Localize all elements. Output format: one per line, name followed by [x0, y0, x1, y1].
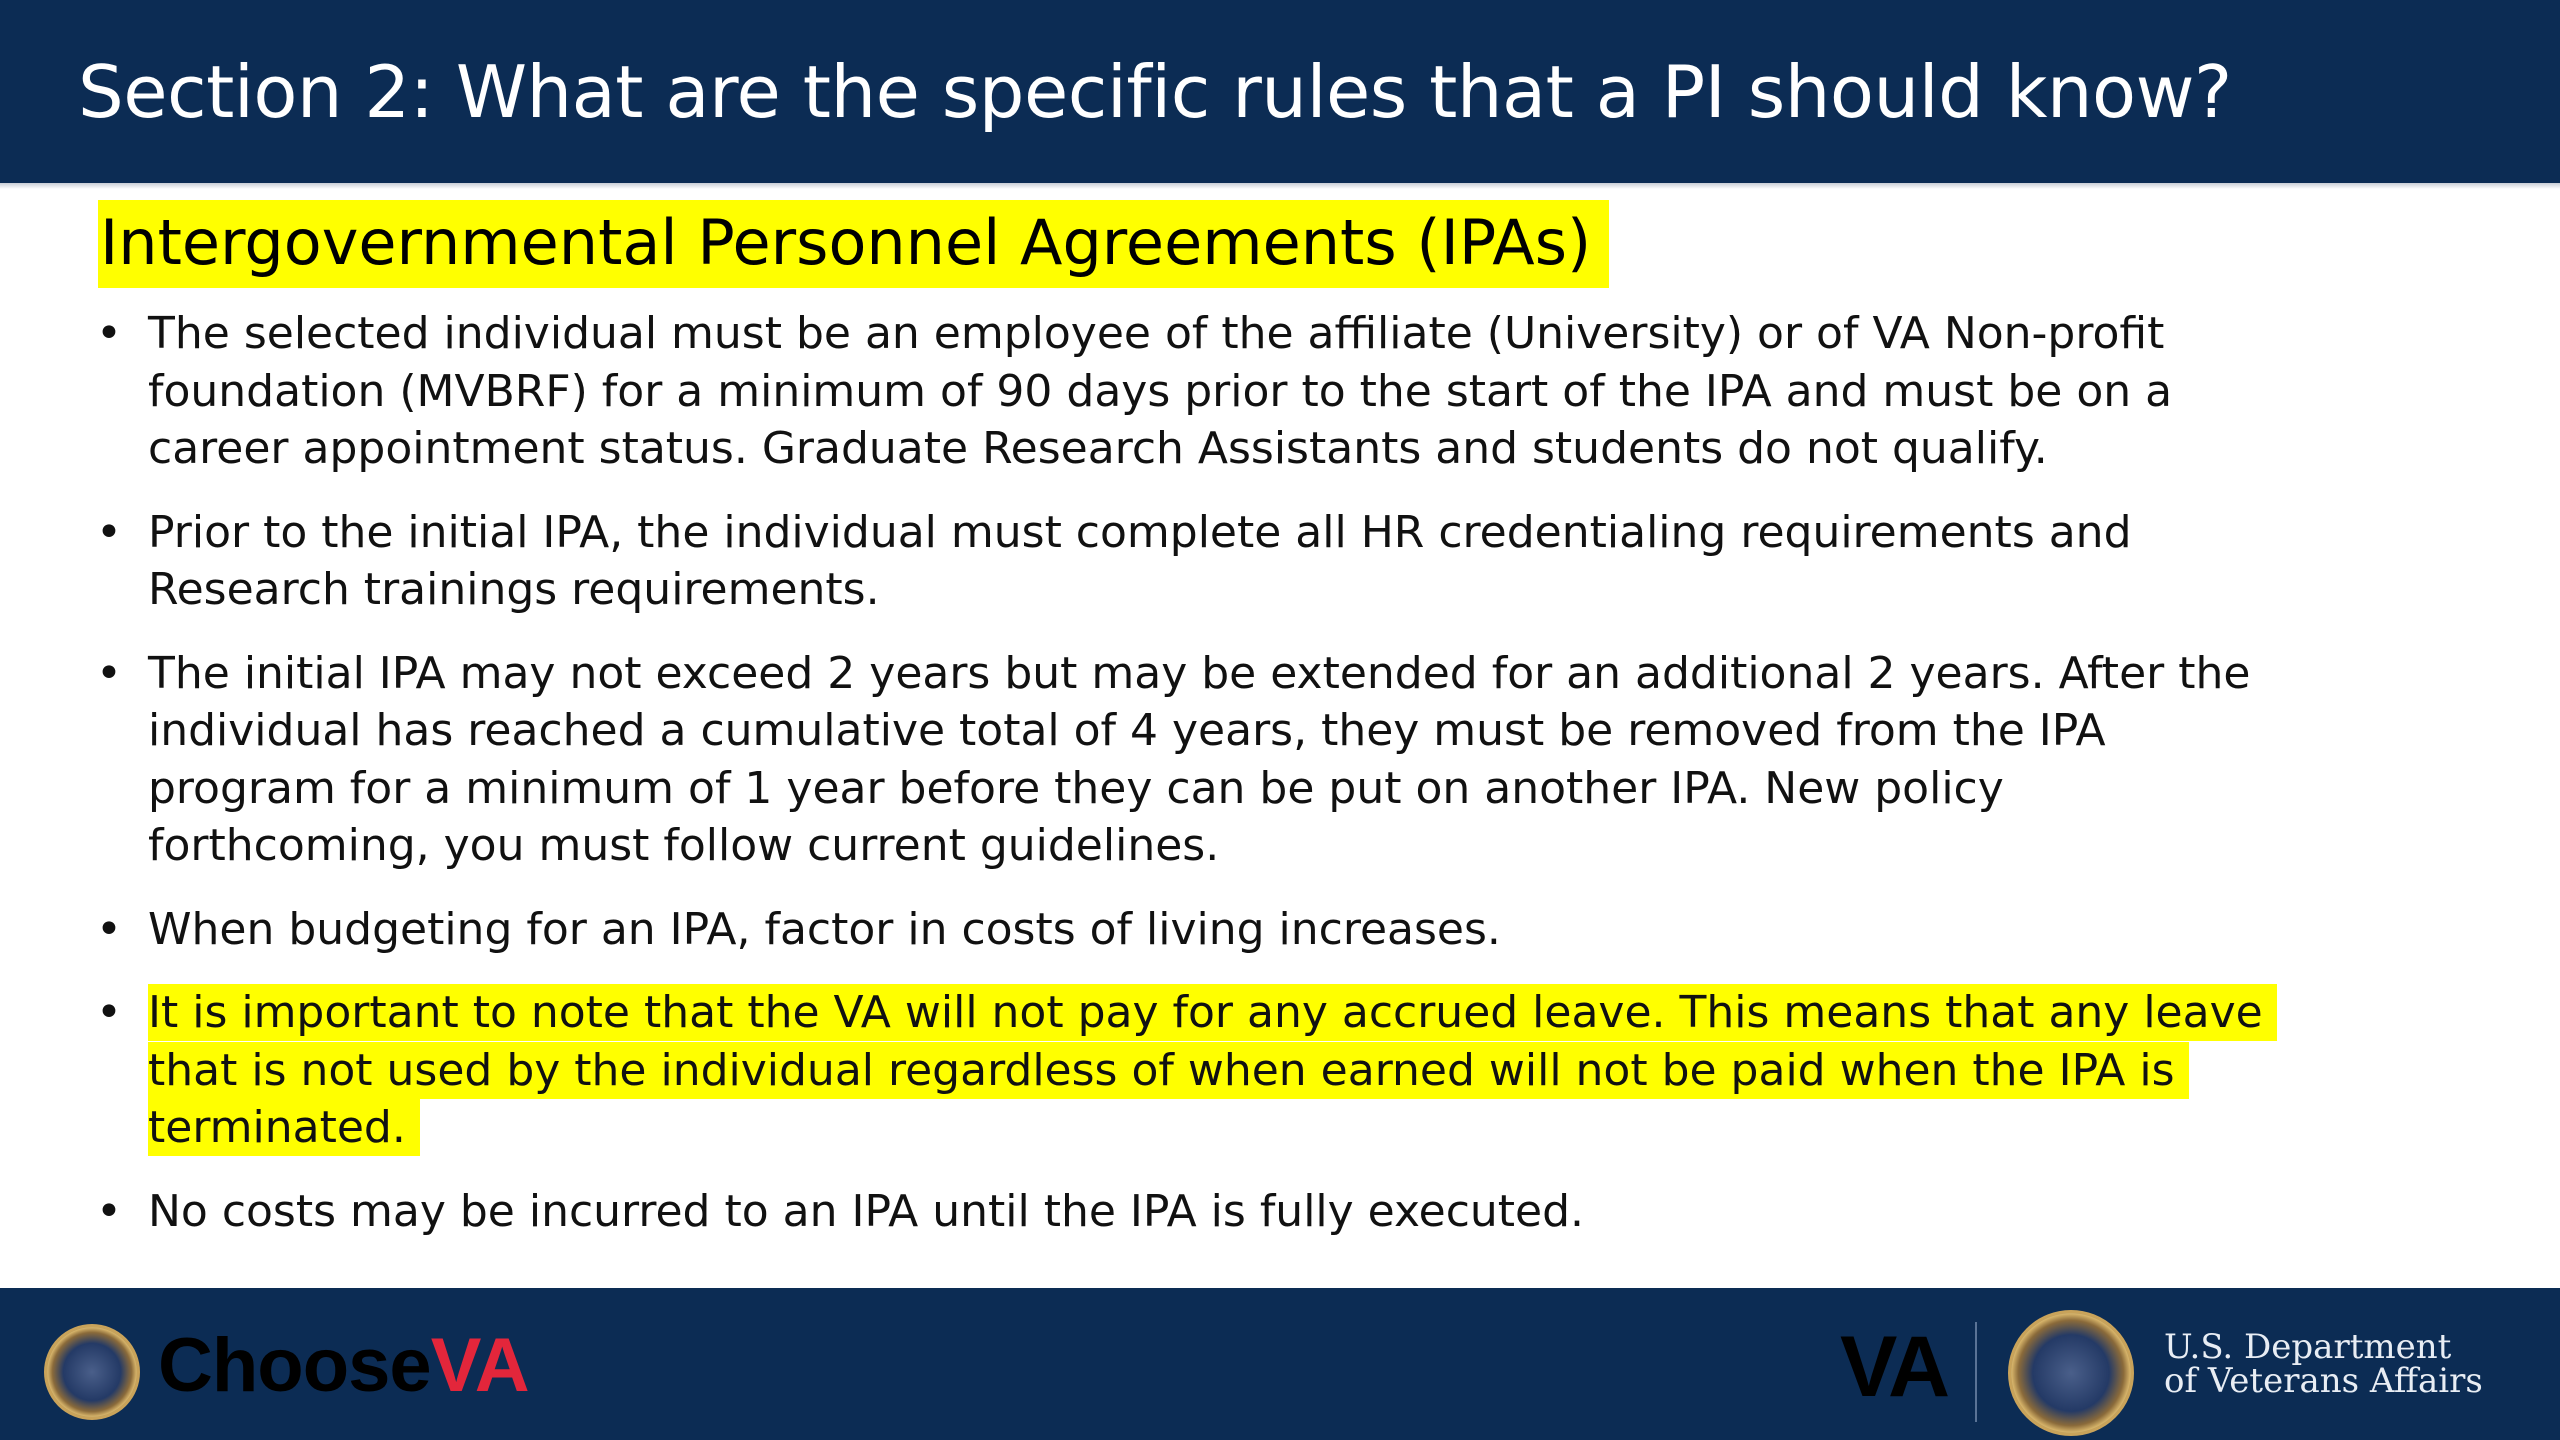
va-seal-icon	[44, 1324, 140, 1420]
slide-header	[0, 0, 2560, 183]
bullet-item-5-highlighted	[88, 984, 2288, 1157]
bullet-list	[88, 305, 2288, 1266]
bullet-item-6	[88, 1183, 2288, 1241]
bullet-marker: •	[96, 987, 122, 1038]
bullet-text: No costs may be incurred to an IPA until the IPA is fully executed.	[148, 1185, 1585, 1237]
bullet-text: The selected individual must be an employee of the affiliate (University) or of VA Non-profit foundation (MVBRF) for a minimum of 90 days prior to the start of the IPA and must be on a career appointment status. Graduate Research Assistants and students do not qualify.	[148, 308, 2173, 474]
bullet-marker: •	[96, 1185, 122, 1237]
bullet-text: The initial IPA may not exceed 2 years but may be extended for an additional 2 years. After the individual has reached a cumulative total of 4 years, they must be removed from the IPA program for a minimum of 1 year before they can be put on another IPA. New policy forthcoming, you must follow current guidelines.	[148, 647, 2251, 871]
department-name	[2164, 1327, 2483, 1401]
bullet-text: Prior to the initial IPA, the individual must complete all HR credentialing requirements and Research trainings requirements.	[148, 506, 2132, 615]
bullet-marker: •	[96, 506, 122, 558]
bullet-marker: •	[96, 903, 122, 955]
va-logo: VA	[1840, 1319, 1948, 1415]
slide-title: Section 2: What are the specific rules that a PI should know?	[78, 49, 2232, 134]
department-line-2: of Veterans Affairs	[2164, 1361, 2483, 1401]
bullet-marker: •	[96, 308, 122, 359]
choose-accent: VA	[430, 1323, 529, 1408]
choose-text: Choose	[158, 1323, 431, 1408]
department-line-1: U.S. Department	[2164, 1327, 2452, 1367]
bullet-text: When budgeting for an IPA, factor in costs of living increases.	[148, 903, 1501, 955]
footer-divider	[1975, 1322, 1977, 1422]
bullet-item-3	[88, 645, 2288, 875]
choose-va-logo	[158, 1322, 529, 1409]
va-seal-icon	[2008, 1310, 2134, 1436]
bullet-item-4	[88, 901, 2288, 959]
slide-subtitle: Intergovernmental Personnel Agreements (IPAs)	[98, 200, 1609, 288]
bullet-item-1	[88, 305, 2288, 478]
bullet-text: It is important to note that the VA will not pay for any accrued leave. This means that any leave that is not used by the individual regardless of when earned will not be paid when the IPA is terminated.	[148, 984, 2277, 1156]
header-shadow	[0, 183, 2560, 189]
bullet-marker: •	[96, 647, 122, 699]
bullet-item-2	[88, 504, 2288, 619]
